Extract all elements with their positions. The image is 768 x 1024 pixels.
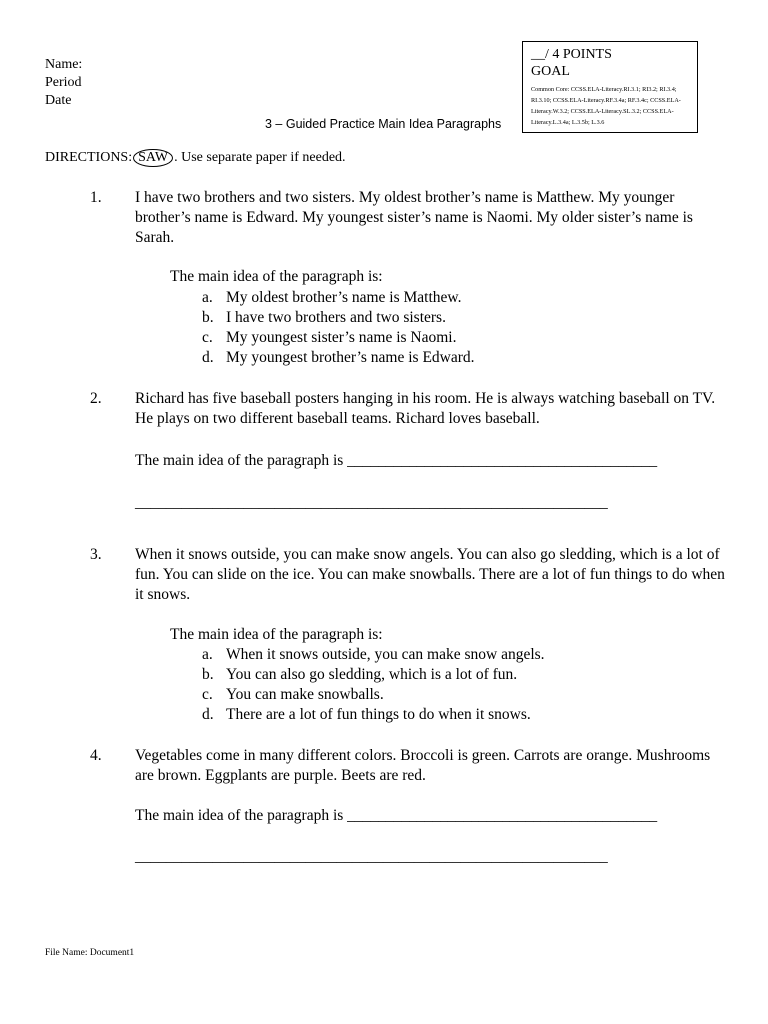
answer-choice: a. My oldest brother’s name is Matthew. [202,289,462,306]
answer-choice: b. You can also go sledding, which is a lot of fun. [202,666,518,683]
date-label: Date [45,93,72,108]
question-number: 3. [90,546,102,563]
answer-choice: c. My youngest sister’s name is Naomi. [202,329,457,346]
question-prompt[interactable]: The main idea of the paragraph is ________________________________________ [135,807,658,824]
answer-choice: c. You can make snowballs. [202,686,384,703]
question-prompt: The main idea of the paragraph is: [170,268,383,285]
directions [45,149,346,167]
question-paragraph: When it snows outside, you can make snow angels. You can also go sledding, which is a lot of fun. You can slide on the ice. You can make snowballs. There are a lot of fun things to do when it snows. [135,546,725,603]
question-prompt[interactable]: The main idea of the paragraph is ________________________________________ [135,452,658,469]
goal-label: GOAL [531,64,570,79]
answer-line[interactable]: _____________________________________________________________ [135,848,608,865]
points-score: __/ 4 POINTS [531,47,612,62]
question-number: 1. [90,189,102,206]
answer-line[interactable]: _____________________________________________________________ [135,494,608,511]
file-name-footer: File Name: Document1 [45,948,135,958]
question-prompt: The main idea of the paragraph is: [170,626,383,643]
points-box [522,41,698,133]
common-core-standards: Common Core: CCSS.ELA-Literacy.RI.3.1; RI3.2; RI.3.4; RI.3.10; CCSS.ELA-Literacy.RF.3.4a; RF.3.4c; CCSS.ELA-Literacy.W.3.2; CCSS.ELA-Literacy.SL.3.2; CCSS.ELA-Literacy.L.3.4a; L.3.5b; L.3.6 [531,86,681,126]
worksheet-title: 3 – Guided Practice Main Idea Paragraphs [265,117,502,131]
answer-choice: d. There are a lot of fun things to do when it snows. [202,706,531,723]
answer-choice: d. My youngest brother’s name is Edward. [202,349,475,366]
question-paragraph: Vegetables come in many different colors. Broccoli is green. Carrots are orange. Mushrooms are brown. Eggplants are purple. Beets are red. [135,747,711,784]
question-number: 2. [90,390,102,407]
directions-label: DIRECTIONS: [45,150,133,165]
question-paragraph: Richard has five baseball posters hanging in his room. He is always watching baseball on TV. He plays on two different baseball teams. Richard loves baseball. [135,390,716,427]
question-number: 4. [90,747,102,764]
saw-circled-text: SAW [133,149,173,167]
answer-choices [202,645,545,725]
question-paragraph: I have two brothers and two sisters. My oldest brother’s name is Matthew. My younger brother’s name is Edward. My youngest sister’s name is Naomi. My older sister’s name is Sarah. [135,189,693,246]
directions-text: . Use separate paper if needed. [174,150,346,165]
answer-choice: b. I have two brothers and two sisters. [202,309,446,326]
answer-choice: a. When it snows outside, you can make snow angels. [202,646,545,663]
period-label: Period [45,75,82,90]
answer-choices [202,288,475,368]
name-label: Name: [45,57,83,72]
